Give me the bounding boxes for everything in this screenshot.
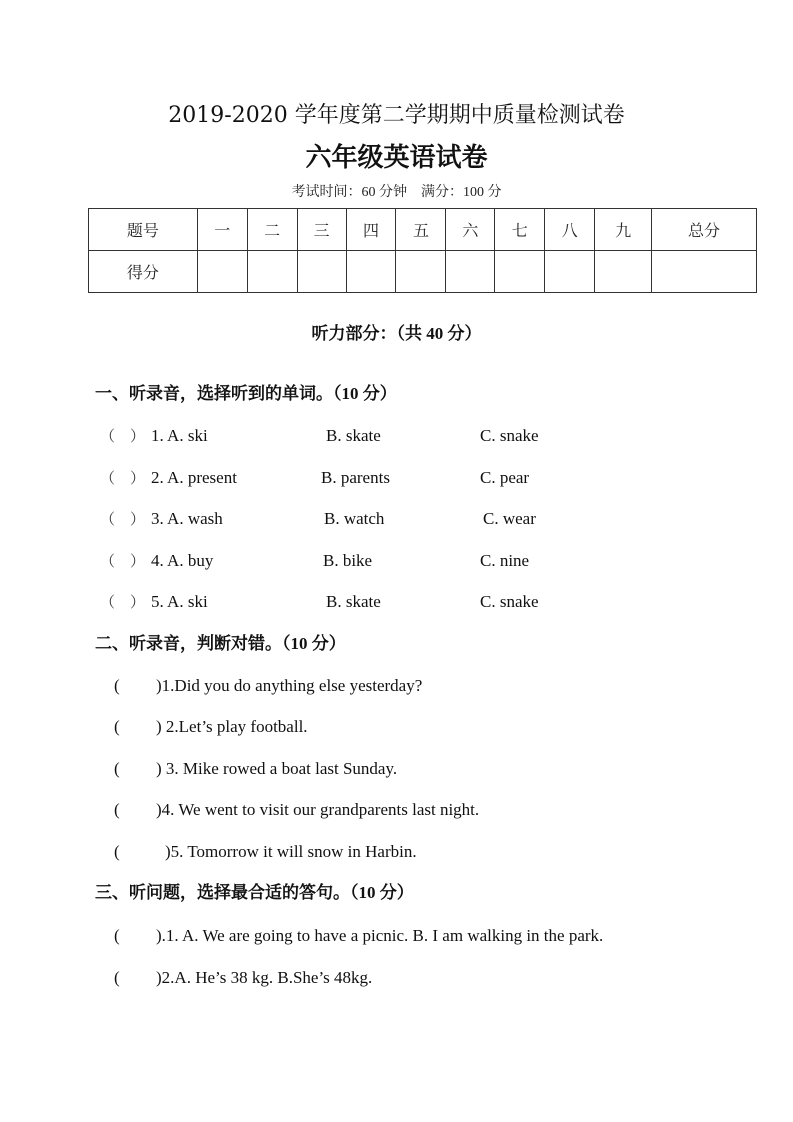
answer-bracket: （ ） bbox=[100, 510, 146, 528]
answer-bracket-open: ( bbox=[114, 842, 120, 861]
question-text: ) 3. Mike rowed a boat last Sunday. bbox=[156, 759, 398, 778]
option-b: B. parents bbox=[321, 468, 390, 487]
question-text: )4. We went to visit our grandparents last night. bbox=[156, 800, 480, 819]
option-c: C. wear bbox=[483, 509, 536, 528]
listening-part-heading: 听力部分：（共 40 分） bbox=[311, 324, 482, 343]
score-entry-cell bbox=[652, 251, 757, 293]
score-entry-cell bbox=[495, 251, 545, 293]
exam-subtitle: 六年级英语试卷 bbox=[305, 143, 488, 173]
score-entry-cell bbox=[446, 251, 495, 293]
option-a: 5. A. ski bbox=[151, 592, 208, 611]
score-entry-cell bbox=[346, 251, 396, 293]
score-entry-cell bbox=[545, 251, 595, 293]
question-text: )5. Tomorrow it will snow in Harbin. bbox=[165, 842, 417, 861]
option-c: C. snake bbox=[480, 592, 539, 611]
answer-bracket-open: ( bbox=[114, 676, 120, 695]
question-text: )1.Did you do anything else yesterday? bbox=[156, 676, 423, 695]
question-text: )2.A. He’s 38 kg. B.She’s 48kg. bbox=[156, 968, 373, 987]
option-a: 3. A. wash bbox=[151, 509, 223, 528]
option-a: 2. A. present bbox=[151, 468, 237, 487]
option-c: C. nine bbox=[480, 551, 530, 570]
score-table-header-row bbox=[89, 209, 757, 251]
option-a: 1. A. ski bbox=[151, 426, 208, 445]
answer-bracket-open: ( bbox=[114, 800, 120, 819]
score-table-score-row bbox=[89, 251, 757, 293]
answer-bracket: （ ） bbox=[100, 469, 146, 487]
score-table-cell: 三 bbox=[297, 209, 346, 251]
score-table-cell: 九 bbox=[595, 209, 652, 251]
option-c: C. pear bbox=[480, 468, 530, 487]
question-text: ) 2.Let’s play football. bbox=[156, 717, 308, 736]
score-entry-cell bbox=[396, 251, 446, 293]
score-table-cell: 题号 bbox=[89, 209, 198, 251]
option-b: B. bike bbox=[323, 551, 373, 570]
answer-bracket-open: ( bbox=[114, 759, 120, 778]
question-text: ).1. A. We are going to have a picnic. B. I am walking in the park. bbox=[156, 926, 604, 945]
answer-bracket: （ ） bbox=[100, 427, 146, 445]
score-table-cell: 八 bbox=[545, 209, 595, 251]
score-table-cell: 四 bbox=[346, 209, 396, 251]
score-table-cell: 五 bbox=[396, 209, 446, 251]
option-b: B. skate bbox=[326, 426, 381, 445]
answer-bracket: （ ） bbox=[100, 552, 146, 570]
exam-meta: 考试时间：60 分钟 满分：100 分 bbox=[291, 185, 502, 200]
score-table bbox=[88, 208, 757, 293]
section3-heading: 三、听问题，选择最合适的答句。（10 分） bbox=[95, 883, 414, 902]
score-entry-cell bbox=[197, 251, 247, 293]
score-table-cell: 总分 bbox=[652, 209, 757, 251]
score-table-cell: 七 bbox=[495, 209, 545, 251]
section2-heading: 二、听录音，判断对错。（10 分） bbox=[95, 634, 346, 653]
answer-bracket: （ ） bbox=[100, 593, 146, 611]
answer-bracket-open: ( bbox=[114, 717, 120, 736]
score-table-cell: 二 bbox=[247, 209, 297, 251]
option-b: B. watch bbox=[324, 509, 385, 528]
option-a: 4. A. buy bbox=[151, 551, 214, 570]
answer-bracket-open: ( bbox=[114, 926, 120, 945]
score-table-cell: 得分 bbox=[89, 251, 198, 293]
score-table-cell: 六 bbox=[446, 209, 495, 251]
score-table-cell: 一 bbox=[197, 209, 247, 251]
score-entry-cell bbox=[297, 251, 346, 293]
answer-bracket-open: ( bbox=[114, 968, 120, 987]
option-b: B. skate bbox=[326, 592, 381, 611]
exam-title: 2019-2020 学年度第二学期期中质量检测试卷 bbox=[168, 103, 625, 128]
section1-heading: 一、听录音，选择听到的单词。（10 分） bbox=[95, 384, 397, 403]
score-entry-cell bbox=[595, 251, 652, 293]
score-entry-cell bbox=[247, 251, 297, 293]
option-c: C. snake bbox=[480, 426, 539, 445]
